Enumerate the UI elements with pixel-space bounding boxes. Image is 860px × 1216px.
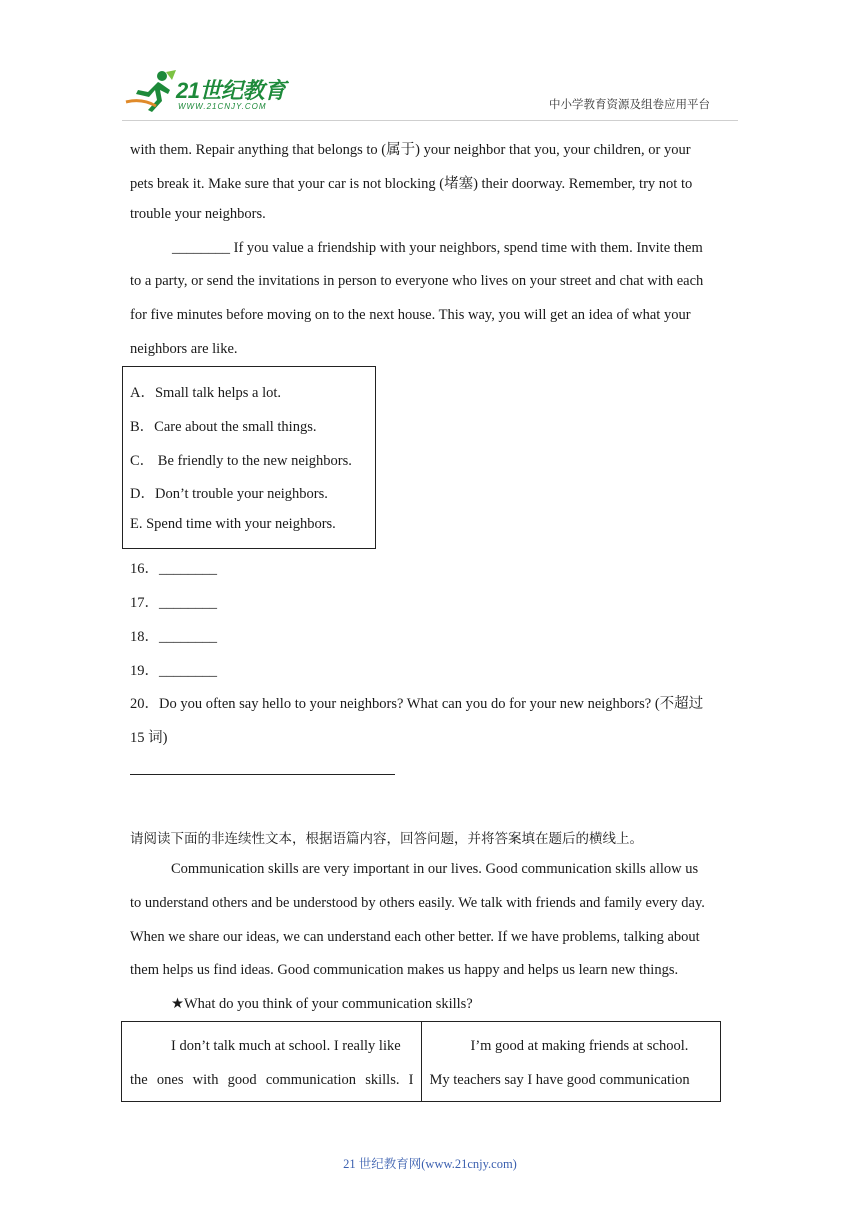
passage2-line: them helps us find ideas. Good communication makes us happy and helps us learn new things.: [130, 962, 679, 978]
passage2-line: Communication skills are very important in our lives. Good communication skills allow us: [171, 861, 699, 877]
opinion-table: [121, 1021, 721, 1102]
section-instruction: 请阅读下面的非连续性文本，根据语篇内容，回答问题，并将答案填在题后的横线上。: [130, 831, 643, 847]
option-a: A．Small talk helps a lot.: [130, 385, 282, 401]
logo-url: WWW.21CNJY.COM: [178, 102, 267, 111]
footer-link[interactable]: 21 世纪教育网(www.21cnjy.com): [343, 1157, 517, 1171]
table-cell-left: [122, 1022, 422, 1102]
option-d: D．Don’t trouble your neighbors.: [130, 486, 328, 502]
answer-line-20[interactable]: [130, 774, 395, 775]
question-20-limit: 15 词): [130, 730, 168, 746]
answer-blank-17[interactable]: 17．________: [130, 595, 217, 611]
header-divider: [122, 120, 738, 121]
passage-line: for five minutes before moving on to the next house. This way, you will get an idea of what your: [130, 307, 691, 323]
site-logo: [122, 68, 292, 114]
table-cell-right: [421, 1022, 721, 1102]
logo-text: 21世纪教育: [176, 78, 286, 103]
platform-name: 中小学教育资源及组卷应用平台: [549, 97, 710, 111]
cell-line: I don’t talk much at school. I really like: [171, 1038, 401, 1054]
answer-blank-19[interactable]: 19．________: [130, 663, 217, 679]
passage2-line: When we share our ideas, we can understand each other better. If we have problems, talking about: [130, 929, 700, 945]
star-heading: ★What do you think of your communication skills?: [171, 996, 473, 1012]
passage-line: trouble your neighbors.: [130, 206, 266, 222]
answer-blank-16[interactable]: 16．________: [130, 561, 217, 577]
passage-line: pets break it. Make sure that your car is not blocking (堵塞) their doorway. Remember, try not to: [130, 176, 693, 192]
passage-line: to a party, or send the invitations in person to everyone who lives on your street and chat with each: [130, 273, 704, 289]
passage2-line: to understand others and be understood by others easily. We talk with friends and family every day.: [130, 895, 705, 911]
cell-line: the ones with good communication skills. I: [130, 1072, 414, 1088]
passage-line: with them. Repair anything that belongs to (属于) your neighbor that you, your children, or your: [130, 142, 691, 158]
cell-line: I’m good at making friends at school.: [470, 1038, 689, 1054]
option-e: E. Spend time with your neighbors.: [130, 516, 336, 532]
answer-blank-18[interactable]: 18．________: [130, 629, 217, 645]
cell-line: My teachers say I have good communication: [429, 1072, 690, 1088]
option-c: C． Be friendly to the new neighbors.: [130, 453, 352, 469]
table-row: [122, 1022, 721, 1102]
runner-icon: [122, 68, 178, 114]
passage-line: neighbors are like.: [130, 341, 238, 357]
question-20: 20．Do you often say hello to your neighbors? What can you do for your new neighbors? (不超过: [130, 696, 704, 712]
passage-line: ________ If you value a friendship with your neighbors, spend time with them. Invite them: [172, 240, 703, 256]
option-b: B．Care about the small things.: [130, 419, 317, 435]
